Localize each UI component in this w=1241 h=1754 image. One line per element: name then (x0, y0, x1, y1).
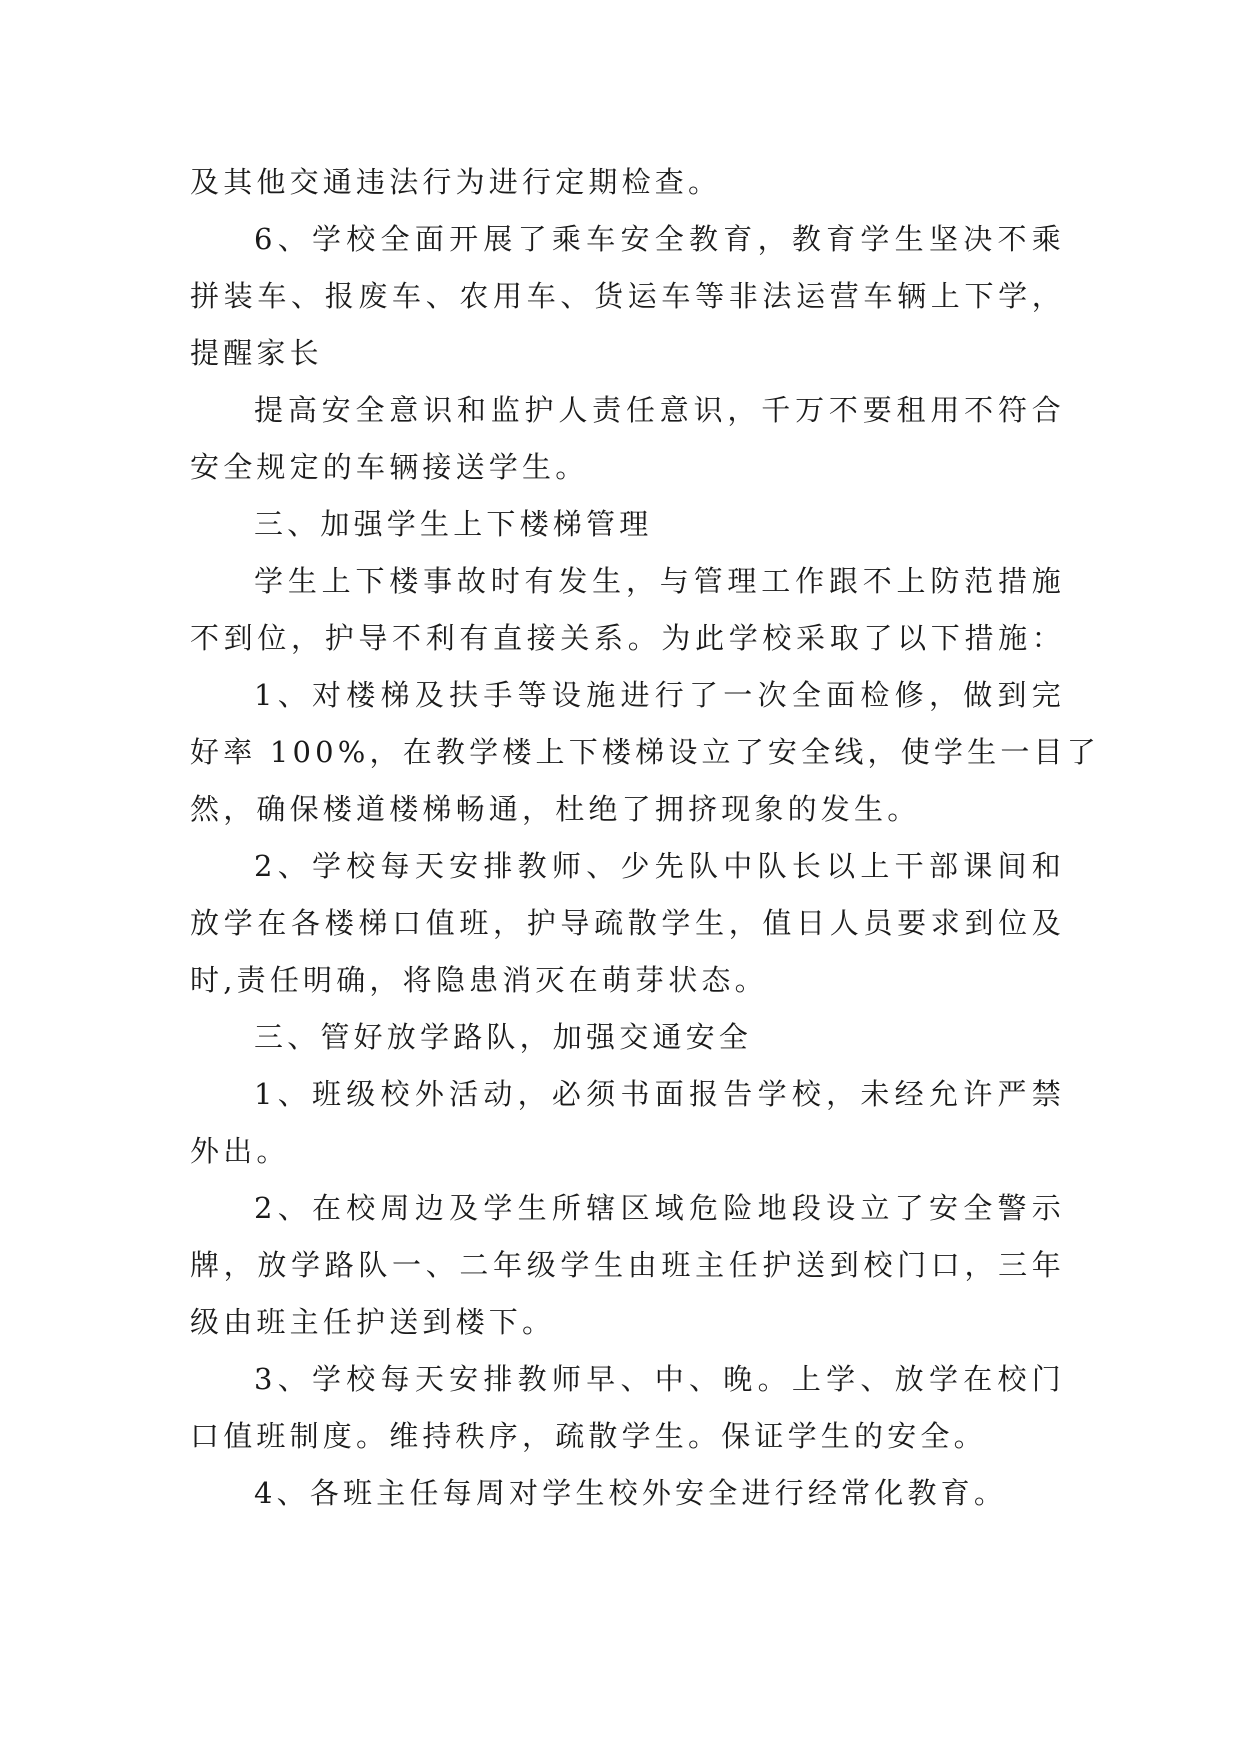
section-heading: 三、管好放学路队，加强交通安全 (254, 1020, 753, 1054)
text-line: 级由班主任护送到楼下。 (190, 1305, 556, 1339)
text-line: 放学在各楼梯口值班，护导疏散学生，值日人员要求到位及 (190, 906, 1065, 940)
section-heading: 三、加强学生上下楼梯管理 (254, 507, 653, 541)
text-line: 2、学校每天安排教师、少先队中队长以上干部课间和 (254, 849, 1065, 883)
text-line: 1、班级校外活动，必须书面报告学校，未经允许严禁 (254, 1077, 1065, 1111)
document-body (190, 154, 1100, 1522)
text-line: 4、各班主任每周对学生校外安全进行经常化教育。 (254, 1476, 1008, 1510)
text-line: 安全规定的车辆接送学生。 (190, 450, 589, 484)
text-line: 提高安全意识和监护人责任意识，千万不要租用不符合 (254, 393, 1065, 427)
text-line: 然，确保楼道楼梯畅通，杜绝了拥挤现象的发生。 (190, 792, 921, 826)
text-line: 及其他交通违法行为进行定期检查。 (190, 165, 722, 199)
text-line: 3、学校每天安排教师早、中、晚。上学、放学在校门 (254, 1362, 1065, 1396)
text-line: 拼装车、报废车、农用车、货运车等非法运营车辆上下学， (190, 279, 1065, 313)
text-line: 不到位，护导不利有直接关系。为此学校采取了以下措施： (190, 621, 1065, 655)
text-line: 1、对楼梯及扶手等设施进行了一次全面检修，做到完 (254, 678, 1065, 712)
text-line: 6、学校全面开展了乘车安全教育，教育学生坚决不乘 (254, 222, 1065, 256)
text-line: 时,责任明确，将隐患消灭在萌芽状态。 (190, 963, 768, 997)
text-line: 提醒家长 (190, 336, 323, 370)
text-line: 2、在校周边及学生所辖区域危险地段设立了安全警示 (254, 1191, 1065, 1225)
text-line: 口值班制度。维持秩序，疏散学生。保证学生的安全。 (190, 1419, 987, 1453)
text-line: 外出。 (190, 1134, 290, 1168)
text-line: 学生上下楼事故时有发生，与管理工作跟不上防范措施 (254, 564, 1065, 598)
text-line: 好率 100%，在教学楼上下楼梯设立了安全线，使学生一目了 (190, 735, 1100, 769)
text-line: 牌，放学路队一、二年级学生由班主任护送到校门口，三年 (190, 1248, 1065, 1282)
